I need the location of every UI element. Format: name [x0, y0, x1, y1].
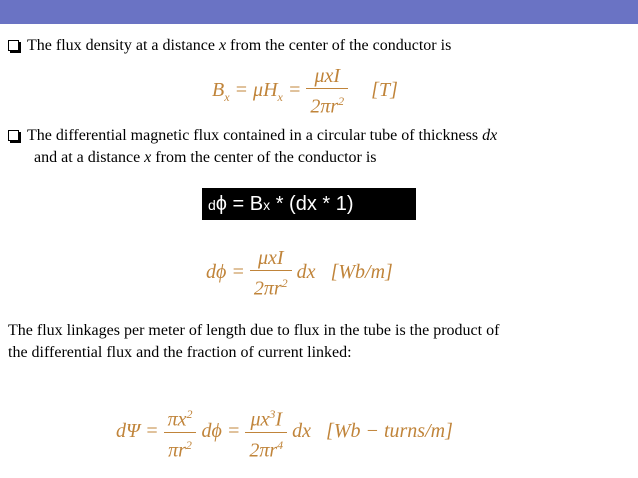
boxeq-sub: x [263, 197, 271, 213]
eq3-f2-den-sup: 4 [277, 437, 284, 452]
boxeq-tail: * (dx * 1) [270, 193, 354, 215]
eq3-lhs: dΨ = [116, 419, 159, 442]
eq1-num: μxI [306, 64, 348, 89]
boxeq-phi: ϕ [215, 193, 227, 215]
boxeq-rest: = B [227, 193, 264, 215]
eq2-lhs: dϕ = [206, 260, 245, 283]
eq3-f1-num-sup: 2 [186, 407, 193, 421]
bullet2-text: The differential magnetic flux contained in a circular tube of thickness [27, 127, 483, 144]
bullet2-line2 [34, 148, 377, 168]
eq2-fraction [250, 246, 292, 301]
bullet2-var2: x [144, 149, 152, 166]
eq3-f2-num-base: μx [250, 408, 270, 431]
bullet-flux-density [8, 36, 451, 56]
boxed-equation [202, 188, 416, 220]
equation-differential-flux [206, 246, 393, 301]
eq3-fraction2 [245, 402, 287, 462]
eq2-dx: dx [296, 260, 316, 283]
eq3-unit: [Wb − turns/m] [326, 419, 453, 442]
eq3-fraction1 [164, 402, 197, 462]
eq2-unit: [Wb/m] [330, 260, 393, 283]
bullet1-text: The flux density at a distance [27, 37, 219, 54]
checkbox-bullet-icon [8, 130, 19, 141]
checkbox-bullet-icon [8, 40, 19, 51]
eq3-f2-num [245, 402, 287, 433]
eq1-den-base: 2πr [310, 95, 339, 118]
eq2-den-base: 2πr [253, 277, 282, 300]
eq1-mid-sub: x [277, 89, 283, 104]
eq2-num: μxI [250, 246, 292, 271]
eq2-den-sup: 2 [281, 276, 288, 290]
eq1-den [306, 89, 348, 119]
equation-flux-density [212, 64, 398, 119]
bullet-differential-flux [8, 126, 630, 146]
para-line2: the differential flux and the fraction of current linked: [8, 344, 352, 361]
header-bar [0, 0, 638, 24]
eq3-f2-den [245, 433, 287, 463]
eq2-den [250, 271, 292, 301]
eq3-f1-den [164, 433, 197, 463]
eq1-unit: [T] [371, 78, 398, 101]
eq1-lhs-sub: x [224, 89, 230, 104]
eq3-f1-num [164, 402, 197, 433]
bullet2-line2-text: and at a distance [34, 149, 145, 166]
eq3-f1-den-base: πr [168, 439, 186, 462]
para-line1: The flux linkages per meter of length due to flux in the tube is the product of [8, 322, 500, 339]
bullet1-text-end: from the center of the conductor is [226, 37, 452, 54]
eq3-dx: dx [292, 419, 312, 442]
eq1-mid: = μH [234, 78, 278, 101]
eq3-f1-num-base: πx [167, 408, 187, 431]
bullet2-line2-end: from the center of the conductor is [151, 149, 377, 166]
eq3-f2-num-tail: I [275, 408, 283, 431]
boxeq-d: d [208, 197, 216, 213]
equation-flux-linkage [116, 402, 453, 462]
eq3-f1-den-sup: 2 [185, 437, 192, 452]
paragraph-flux-linkages [8, 320, 630, 364]
bullet1-var: x [218, 37, 227, 54]
eq3-mid: dϕ = [201, 419, 241, 442]
bullet2-var1: dx [482, 127, 498, 144]
eq1-fraction [306, 64, 348, 119]
eq1-lhs: B [212, 78, 225, 101]
eq3-f2-num-sup: 3 [269, 407, 276, 421]
eq3-f2-den-base: 2πr [249, 439, 278, 462]
eq1-equals: = [287, 78, 302, 101]
eq1-den-sup: 2 [338, 94, 345, 108]
